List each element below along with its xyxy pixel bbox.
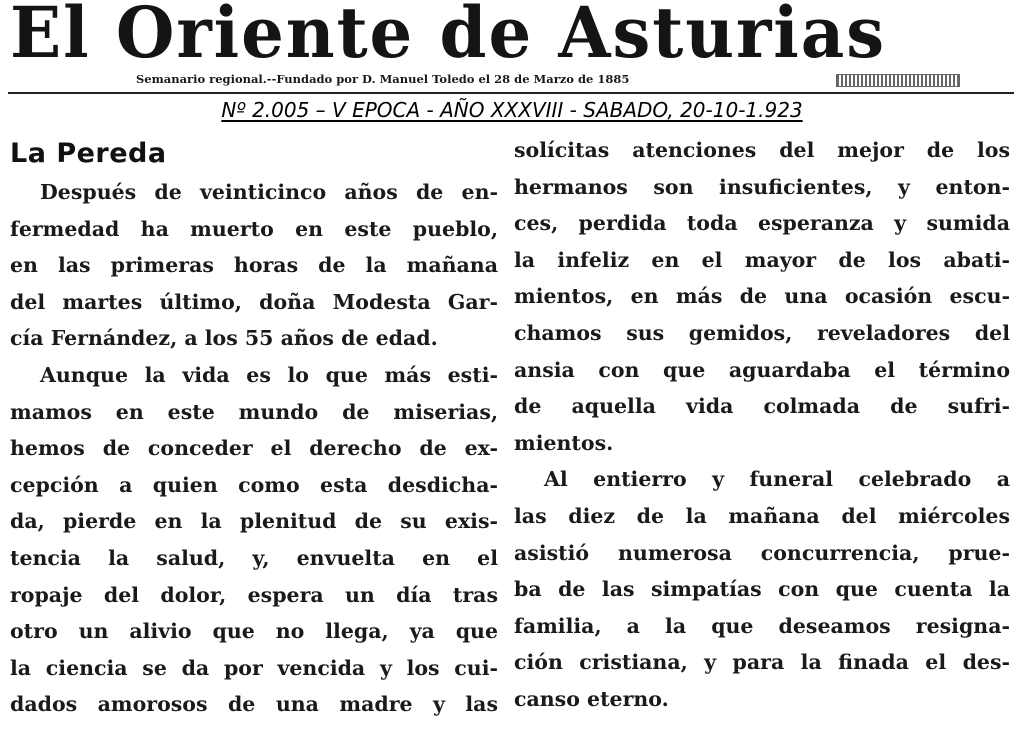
text-line: tencia la salud, y, envuelta en el [10, 545, 498, 570]
text-line: solícitas atenciones del mejor de los [514, 138, 1010, 162]
issue-info [0, 98, 1024, 122]
text-line: la infeliz en el mayor de los abati- [514, 247, 1010, 272]
text-line: Después de veinticinco años de en- [40, 180, 498, 204]
newspaper-subtitle: Semanario regional.--Fundado por D. Manuel Toledo el 28 de Marzo de 1885 [136, 72, 630, 86]
masthead [0, 0, 1024, 100]
text-line: mamos en este mundo de miserias, [10, 399, 498, 424]
text-line: ropaje del dolor, espera un día tras [10, 582, 498, 607]
article-column-left [10, 134, 498, 723]
text-line: las diez de la mañana del miércoles [514, 503, 1010, 528]
postage-stamp-mark [836, 74, 960, 87]
article-column-right [514, 134, 1010, 718]
text-line: ces, perdida toda esperanza y sumida [514, 211, 1010, 236]
text-line: hermanos son insuficientes, y enton- [514, 174, 1010, 199]
text-line: en las primeras horas de la mañana [10, 253, 498, 278]
text-line: dados amorosos de una madre y las [10, 692, 498, 717]
text-line: cepción a quien como esta desdicha- [10, 472, 498, 497]
text-line: chamos sus gemidos, reveladores del [514, 320, 1010, 345]
text-line: de aquella vida colmada de sufri- [514, 394, 1010, 419]
text-line: la ciencia se da por vencida y los cui- [10, 655, 498, 680]
text-line: mientos. [514, 430, 614, 455]
text-line: asistió numerosa concurrencia, prue- [514, 540, 1010, 565]
text-line: hemos de conceder el derecho de ex- [10, 436, 498, 461]
text-line: cía Fernández, a los 55 años de edad. [10, 326, 438, 351]
text-line: del martes último, doña Modesta Gar- [10, 289, 498, 314]
issue-info-text: Nº 2.005 – V EPOCA - AÑO XXXVIII - SABADO, 20-10-1.923 [221, 98, 803, 122]
masthead-divider [8, 92, 1014, 94]
text-line: otro un alivio que no llega, ya que [10, 619, 498, 644]
text-line: ansia con que aguardaba el término [514, 357, 1010, 382]
text-line: mientos, en más de una ocasión escu- [514, 284, 1010, 309]
text-line: Aunque la vida es lo que más esti- [40, 362, 498, 387]
text-line: ción cristiana, y para la finada el des- [514, 650, 1010, 675]
newspaper-title: El Oriente de Asturias [10, 0, 886, 74]
text-line: da, pierde en la plenitud de su exis- [10, 509, 498, 534]
text-line: familia, a la que deseamos resigna- [514, 613, 1010, 638]
text-line: canso eterno. [514, 686, 669, 711]
article-title: La Pereda [10, 138, 167, 169]
text-line: Al entierro y funeral celebrado a [544, 467, 1010, 492]
text-line: ba de las simpatías con que cuenta la [514, 577, 1010, 602]
text-line: fermedad ha muerto en este pueblo, [10, 216, 498, 241]
